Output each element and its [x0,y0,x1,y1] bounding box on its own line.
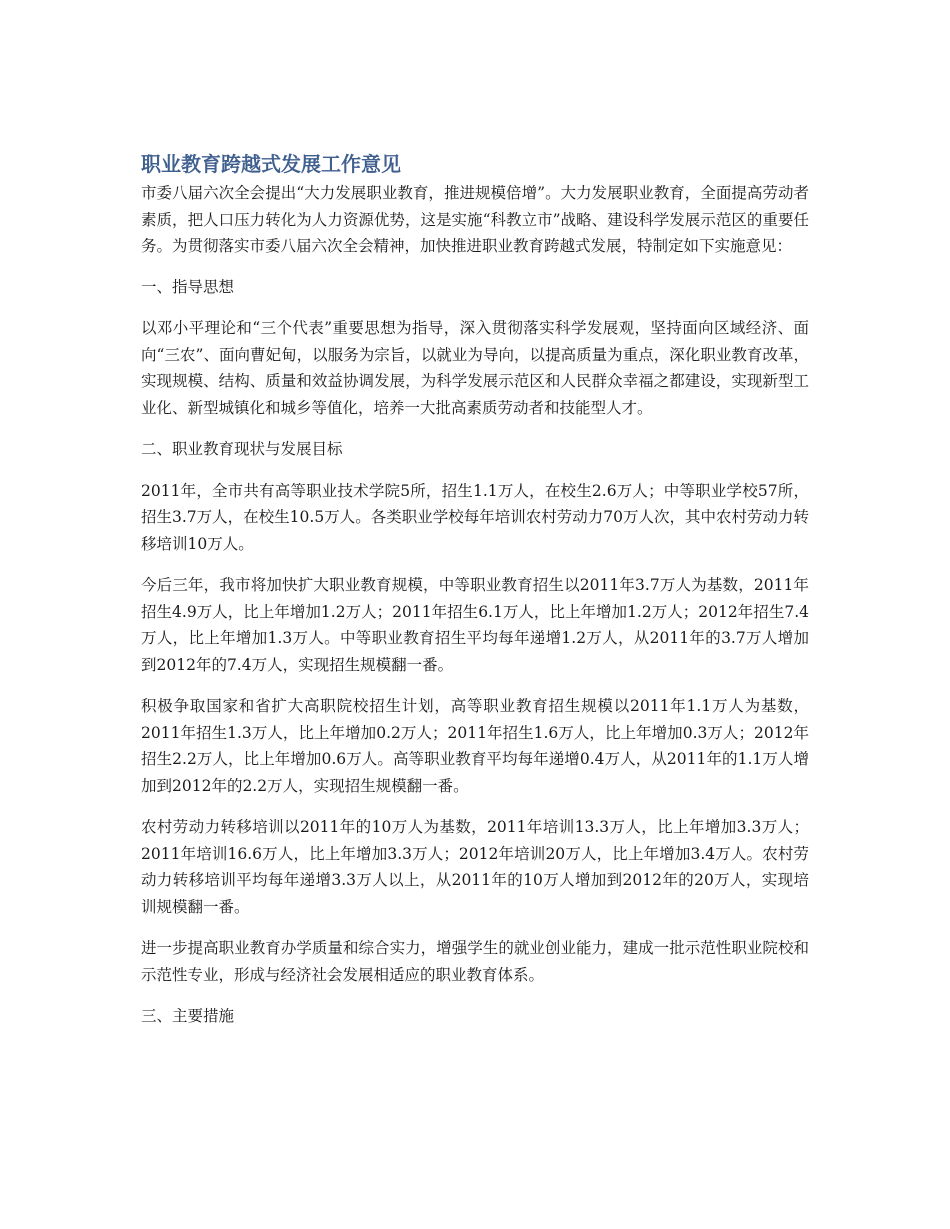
intro-paragraph: 市委八届六次全会提出“大力发展职业教育，推进规模倍增”。大力发展职业教育，全面提高劳动者素质，把人口压力转化为人力资源优势，这是实施“科教立市”战略、建设科学发展示范区的重要任务。为贯彻落实市委八届六次全会精神，加快推进职业教育跨越式发展，特制定如下实施意见： [141,184,809,255]
paragraph-quality-improvement: 进一步提高职业教育办学质量和综合实力，增强学生的就业创业能力，建成一批示范性职业院校和示范性专业，形成与经济社会发展相适应的职业教育体系。 [141,939,809,984]
section-heading-main-measures: 三、主要措施 [141,1007,235,1025]
section-heading-status-and-goals: 二、职业教育现状与发展目标 [141,440,343,458]
paragraph-higher-vocational-goals: 积极争取国家和省扩大高职院校招生计划，高等职业教育招生规模以2011年1.1万人为基数，2011年招生1.3万人，比上年增加0.2万人；2011年招生1.6万人，比上年增加0.3万人；2012年招生2.2万人，比上年增加0.6万人。高等职业教育平均每年递增0.4万人，从2011年的1.1万人增加到2012年的2.2万人，实现招生规模翻一番。 [141,697,809,795]
section-heading-guiding-ideology: 一、指导思想 [141,277,235,296]
paragraph-guiding-ideology: 以邓小平理论和“三个代表”重要思想为指导，深入贯彻落实科学发展观，坚持面向区域经济、面向“三农”、面向曹妃甸，以服务为宗旨，以就业为导向，以提高质量为重点，深化职业教育改革，实现规模、结构、质量和效益协调发展，为科学发展示范区和人民群众幸福之都建设，实现新型工业化、新型城镇化和城乡等值化，培养一大批高素质劳动者和技能型人才。 [141,319,809,417]
document-title: 职业教育跨越式发展工作意见 [141,152,401,176]
document-page [141,150,809,1045]
paragraph-secondary-vocational-goals: 今后三年，我市将加快扩大职业教育规模，中等职业教育招生以2011年3.7万人为基数，2011年招生4.9万人，比上年增加1.2万人；2011年招生6.1万人，比上年增加1.2万人；2012年招生7.4万人，比上年增加1.3万人。中等职业教育招生平均每年递增1.2万人，从2011年的3.7万人增加到2012年的7.4万人，实现招生规模翻一番。 [141,576,809,674]
paragraph-status-2011: 2011年，全市共有高等职业技术学院5所，招生1.1万人，在校生2.6万人；中等职业学校57所，招生3.7万人，在校生10.5万人。各类职业学校每年培训农村劳动力70万人次，其中农村劳动力转移培训10万人。 [141,481,809,553]
paragraph-rural-labor-training-goals: 农村劳动力转移培训以2011年的10万人为基数，2011年培训13.3万人，比上年增加3.3万人；2011年培训16.6万人，比上年增加3.3万人；2012年培训20万人，比上年增加3.4万人。农村劳动力转移培训平均每年递增3.3万人以上，从2011年的10万人增加到2012年的20万人，实现培训规模翻一番。 [141,818,809,916]
